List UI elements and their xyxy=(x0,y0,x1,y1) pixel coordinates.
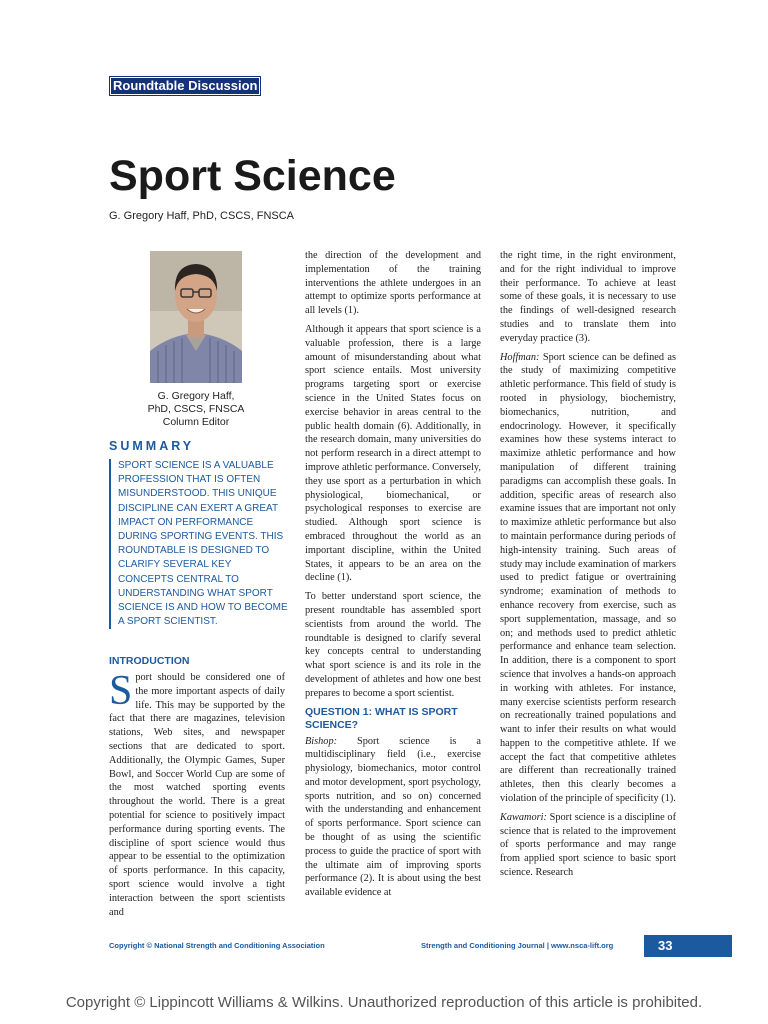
photo-caption xyxy=(109,390,283,429)
intro-column xyxy=(109,655,285,924)
drop-cap: S xyxy=(109,668,133,714)
caption-name: G. Gregory Haff, xyxy=(157,390,235,402)
article-title: Sport Science xyxy=(109,152,396,200)
author-byline: G. Gregory Haff, PhD, CSCS, FNSCA xyxy=(109,210,295,222)
intro-heading: INTRODUCTION xyxy=(109,655,190,667)
author-photo xyxy=(150,251,242,383)
intro-paragraph xyxy=(109,668,285,919)
caption-credentials: PhD, CSCS, FNSCA xyxy=(147,403,245,415)
paragraph-text: Sport science can be defined as the study of maximizing competitive athletic performance. This field of study is rooted in physiology, biochemistry, biomechanics, nutrition, and endocrinology. However, it specifically examines how these systems interact to maximize athletic performance and how manipulation of different training paradigms can accomplish these goals. In addition, specific areas of research also examine issues that are important not only to maximize athletic performance but also to maintain performance during periods of high-intensity training. Such areas of study may include examination of markers used to predict fatigue or overtraining syndrome; examination of methods to enhance recovery from exercise, such as sport supplementation, massage, and so on; and methods used to predict athletic performance and enhance team selection. In addition, there is a component to sport science that involves a hands-on approach in working with athletes. For instance, many exercise scientists perform research on recreationally trained populations and want to infer their results on what would happen to the competitive athlete. If we accept the fact that competitive athletes are different than recreationally trained athletes, then this clearly becomes a violation of the principle of specificity (1). xyxy=(500,351,676,805)
caption-role: Column Editor xyxy=(162,416,230,428)
body-column-3 xyxy=(500,249,676,885)
author-portrait-image xyxy=(150,251,242,383)
speaker-name: Hoffman: xyxy=(500,351,540,363)
paragraph-text: Sport science is a discipline of science that is related to the improvement of sports performance and may range from applied sport science to basic sport science. Research xyxy=(500,811,676,879)
paragraph: Although it appears that sport science is a valuable profession, there is a large amount of misunderstanding about what sport science entails. Most university programs targeting sport or exercise science in the United States focus on exercise behavior in areas central to the public health domain (6). Additionally, in the research domain, many universities do not perform research in a direct attempt to improve athletic performance. Conversely, they use sport as a perturbation in which physiological, biomechanical, or psychological responses to exercise are studied. Although sport science is embraced throughout the world as an important discipline, within the United States, it appears to be an area on the decline (1). xyxy=(305,323,481,584)
paragraph: To better understand sport science, the present roundtable has assembled sport scientists from around the world. The roundtable is designed to clarify several key concepts central to understanding what sport science is and its role in the development of athletes and how one best prepares to become a sport scientist. xyxy=(305,591,481,699)
body-column-2 xyxy=(305,249,481,905)
speaker-name: Bishop: xyxy=(305,735,338,747)
paragraph-text: Sport science is a multidisciplinary field (i.e., exercise physiology, biomechanics, motor control and motor development, sport psychology, sports nutrition, and so on) concerned with the understanding and enhancement of sports performance. Sport science can be thought of as using the scientific process to guide the practice of sport with the ultimate aim of improving sports performance (2). It is about using the best available evidence at xyxy=(305,735,481,899)
paragraph xyxy=(500,811,676,880)
summary-text: SPORT SCIENCE IS A VALUABLE PROFESSION THAT IS OFTEN MISUNDERSTOOD. THIS UNIQUE DISCIPLINE CAN EXERT A GREAT IMPACT ON PERFORMANCE DURING SPORTING EVENTS. THIS ROUNDTABLE IS DESIGNED TO CLARIFY SEVERAL KEY CONCEPTS CENTRAL TO UNDERSTANDING WHAT SPORT SCIENCE IS AND HOW TO BECOME A SPORT SCIENTIST. xyxy=(109,459,288,629)
footer-journal: Strength and Conditioning Journal | www.nsca-lift.org xyxy=(421,941,614,950)
speaker-name: Kawamori: xyxy=(500,811,547,823)
paragraph xyxy=(305,735,481,901)
page-number: 33 xyxy=(644,935,732,957)
question-1-heading: QUESTION 1: WHAT IS SPORT SCIENCE? xyxy=(305,705,458,731)
paragraph xyxy=(500,351,676,806)
footer-copyright-nsca: Copyright © National Strength and Conditioning Association xyxy=(109,941,325,950)
paragraph: the right time, in the right environment, and for the right individual to improve their performance. To achieve at least some of these goals, it is necessary to use the findings of well-designed research studies and to translate them into everyday practice (3). xyxy=(500,250,676,344)
summary-heading: SUMMARY xyxy=(109,439,195,453)
section-tag: Roundtable Discussion xyxy=(109,76,261,96)
watermark-copyright: Copyright © Lippincott Williams & Wilkins. Unauthorized reproduction of this article is prohibited. xyxy=(65,994,703,1011)
paragraph: the direction of the development and implementation of the training interventions the athlete undergoes in an attempt to optimize sports performance at all levels (1). xyxy=(305,250,481,317)
intro-text: port should be considered one of the more important aspects of daily life. This may be supported by the fact that there are magazines, television stations, Web sites, and newspaper sections that are dedicated to sport. Additionally, the Olympic Games, Super Bowl, and Soccer World Cup are some of the most watched sporting events throughout the world. There is a great potential for science to positively impact performance during sporting events. The discipline of sport science would thus appear to be essential to the optimization of sports performance. In this capacity, sport science would involve a tight interaction between the sport scientists and xyxy=(109,672,285,918)
